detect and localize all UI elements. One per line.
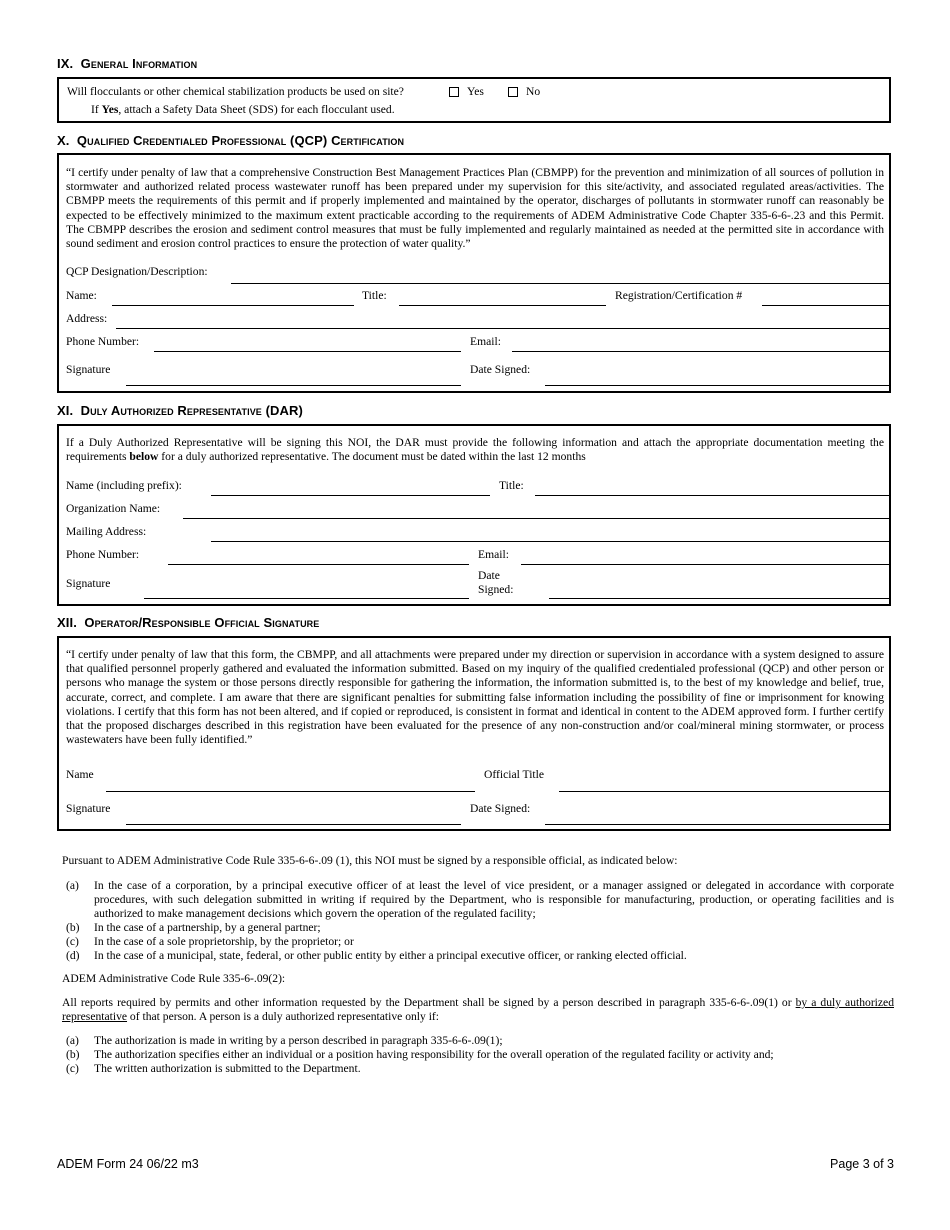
operator-date-label: Date Signed: bbox=[470, 802, 531, 815]
qcp-registration-label: Registration/Certification # bbox=[615, 289, 743, 302]
section-xi-number: XI. bbox=[57, 403, 74, 418]
section-xii-number: XII. bbox=[57, 615, 77, 630]
list2-key: (c) bbox=[66, 1062, 79, 1075]
flocculant-note bbox=[91, 103, 395, 116]
list1-key: (d) bbox=[66, 949, 80, 962]
general-info-box bbox=[57, 77, 891, 123]
qcp-name-field[interactable] bbox=[112, 305, 354, 306]
list1-item-d bbox=[66, 949, 894, 963]
footer-form-id: ADEM Form 24 06/22 m3 bbox=[57, 1157, 199, 1171]
list2-key: (b) bbox=[66, 1048, 80, 1061]
dar-title-label: Title: bbox=[499, 479, 524, 492]
qcp-date-label: Date Signed: bbox=[470, 363, 531, 376]
operator-name-label: Name bbox=[66, 768, 94, 781]
dar-name-field[interactable] bbox=[211, 495, 490, 496]
qcp-box bbox=[57, 153, 891, 393]
dar-org-field[interactable] bbox=[183, 518, 891, 519]
qcp-statement: “I certify under penalty of law that a comprehensive Construction Best Management Practices Plan (CBMPP) for the prevention and minimization of all sources of pollution in stormwater and authorized related process wastewater runoff has been prepared under my supervision for this site/activity, and associated regulated areas/activities. The CBMPP meets the requirements of this permit and if properly implemented and maintained by the operator, discharges of pollutants in stormwater runoff can reasonably be expected to be effectively minimized to the maximum extent practicable according to the requirements of ADEM Administrative Code Chapter 335-6-6-.23 and this Permit. The CBMPP describes the erosion and sediment control measures that must be fully implemented and regularly maintained as needed at the permitted site in accordance with sound sediment and erosion control practices to ensure the protection of water quality.” bbox=[66, 166, 884, 251]
list1-item-b bbox=[66, 921, 894, 935]
dar-mailing-label: Mailing Address: bbox=[66, 525, 147, 538]
footer-page-number: Page 3 of 3 bbox=[830, 1157, 894, 1171]
list2-item-a bbox=[66, 1034, 894, 1048]
dar-mailing-field[interactable] bbox=[211, 541, 891, 542]
dar-intro-bold: below bbox=[129, 450, 159, 464]
qcp-address-field[interactable] bbox=[116, 328, 891, 329]
qcp-registration-field[interactable] bbox=[762, 305, 891, 306]
qcp-signature-field[interactable] bbox=[126, 385, 461, 386]
dar-title-field[interactable] bbox=[535, 495, 891, 496]
list2-text: The authorization is made in writing by a person described in paragraph 335-6-6-.09(1); bbox=[94, 1034, 503, 1047]
section-xi-heading bbox=[57, 403, 303, 418]
rule2-text-a: All reports required by permits and other information requested by the Department shall be signed by a person described in paragraph 335-6-6-.09(1) or bbox=[62, 996, 796, 1009]
dar-intro bbox=[66, 436, 884, 464]
rule2-text-b: of that person. A person is a duly authorized representative only if: bbox=[127, 1010, 440, 1024]
qcp-title-label: Title: bbox=[362, 289, 387, 302]
dar-signature-label: Signature bbox=[66, 577, 111, 590]
dar-date-label-1: Date bbox=[478, 569, 500, 582]
flocculant-yes-label: Yes bbox=[467, 85, 484, 98]
operator-box bbox=[57, 636, 891, 831]
section-ix-heading bbox=[57, 56, 197, 71]
list1-item-a bbox=[66, 879, 894, 921]
rule2-text bbox=[62, 996, 894, 1024]
section-x-number: X. bbox=[57, 133, 70, 148]
list1-key: (c) bbox=[66, 935, 79, 948]
dar-date-field[interactable] bbox=[549, 598, 891, 599]
flocculant-question: Will flocculants or other chemical stabilization products be used on site? bbox=[67, 85, 404, 98]
dar-phone-label: Phone Number: bbox=[66, 548, 140, 561]
operator-official-title-field[interactable] bbox=[559, 791, 891, 792]
qcp-email-field[interactable] bbox=[512, 351, 891, 352]
rule2-underlined: by a duly authorized representative bbox=[62, 996, 894, 1024]
flocculant-no-checkbox[interactable] bbox=[508, 87, 518, 97]
list1-item-c bbox=[66, 935, 894, 949]
dar-phone-field[interactable] bbox=[168, 564, 469, 565]
qcp-date-field[interactable] bbox=[545, 385, 891, 386]
section-xi-title: Duly Authorized Representative (DAR) bbox=[80, 403, 303, 418]
dar-box bbox=[57, 424, 891, 606]
flocculant-no-label: No bbox=[526, 85, 541, 98]
list2-item-b bbox=[66, 1048, 894, 1062]
operator-signature-field[interactable] bbox=[126, 824, 461, 825]
dar-date-label bbox=[478, 569, 513, 597]
section-x-heading bbox=[57, 133, 404, 148]
flocculant-note-rest: , attach a Safety Data Sheet (SDS) for each flocculant used. bbox=[118, 103, 395, 116]
qcp-address-label: Address: bbox=[66, 312, 108, 325]
section-xii-title: Operator/Responsible Official Signature bbox=[84, 615, 320, 630]
pursuant-text: Pursuant to ADEM Administrative Code Rule 335-6-6-.09 (1), this NOI must be signed by a responsible official, as indicated below: bbox=[62, 854, 678, 867]
dar-signature-field[interactable] bbox=[144, 598, 469, 599]
list1-text: In the case of a sole proprietorship, by the proprietor; or bbox=[94, 935, 354, 948]
dar-date-label-2: Signed: bbox=[478, 583, 514, 596]
dar-intro-b: for a duly authorized representative. The document must be dated within the last 12 months bbox=[158, 450, 586, 464]
section-xii-heading bbox=[57, 615, 319, 630]
dar-email-field[interactable] bbox=[521, 564, 891, 565]
dar-org-label: Organization Name: bbox=[66, 502, 161, 515]
operator-date-field[interactable] bbox=[545, 824, 891, 825]
qcp-designation-field[interactable] bbox=[231, 283, 891, 284]
list2-item-c bbox=[66, 1062, 894, 1076]
qcp-email-label: Email: bbox=[470, 335, 501, 348]
list1-text: In the case of a municipal, state, federal, or other public entity by either a principal executive officer, or ranking elected official. bbox=[94, 949, 687, 962]
operator-name-field[interactable] bbox=[106, 791, 475, 792]
qcp-designation-label: QCP Designation/Description: bbox=[66, 265, 208, 278]
list1-key: (a) bbox=[66, 879, 79, 892]
operator-signature-label: Signature bbox=[66, 802, 111, 815]
flocculant-note-bold: Yes bbox=[101, 103, 119, 116]
operator-official-title-label: Official Title bbox=[484, 768, 545, 781]
dar-name-label: Name (including prefix): bbox=[66, 479, 182, 492]
qcp-signature-label: Signature bbox=[66, 363, 111, 376]
dar-email-label: Email: bbox=[478, 548, 509, 561]
list2-key: (a) bbox=[66, 1034, 79, 1047]
flocculant-note-prefix: If bbox=[91, 103, 102, 116]
list1-key: (b) bbox=[66, 921, 80, 934]
section-ix-title: General Information bbox=[80, 56, 198, 71]
rule2-title: ADEM Administrative Code Rule 335-6-.09(2): bbox=[62, 972, 286, 985]
qcp-phone-field[interactable] bbox=[154, 351, 461, 352]
qcp-title-field[interactable] bbox=[399, 305, 606, 306]
operator-statement: “I certify under penalty of law that this form, the CBMPP, and all attachments were prepared under my direction or supervision in accordance with a system designed to assure that qualified personnel properly gathered and evaluated the information submitted. Based on my inquiry of the qualified credentialed professional (QCP) and other person or persons who manage the system or those persons directly responsible for gathering the information, the information submitted is, to the best of my knowledge and belief, true, accurate, correct, and complete. I am aware that there are significant penalties for submitting false information including the possibility of fine or imprisonment for knowing violations. I certify that this form has not been altered, and if copied or reproduced, is consistent in format and identical in content to the ADEM approved form. I further certify that the proposed discharges described in this registration have been evaluated for the presence of any non-construction and/or coal/mineral mining stormwater, or process wastewaters have been fully identified.” bbox=[66, 648, 884, 747]
section-x-title: Qualified Credentialed Professional (QCP) Certification bbox=[76, 133, 405, 148]
list2-text: The written authorization is submitted to the Department. bbox=[94, 1062, 361, 1075]
list1-text: In the case of a partnership, by a general partner; bbox=[94, 921, 321, 934]
list2-text: The authorization specifies either an individual or a position having responsibility for the overall operation of the regulated facility or activity and; bbox=[94, 1048, 774, 1061]
list1-text: In the case of a corporation, by a principal executive officer of at least the level of vice president, or a manager assigned or delegated in accordance with corporate procedures, with such delegation submitted in writing if required by the Department, who is responsible for manufacturing, production, or operating facilities and is authorized to make management decisions which govern the operation of the regulated facility; bbox=[94, 879, 894, 920]
dar-intro-a: If a Duly Authorized Representative will be signing this NOI, the DAR must provide the following information and attach the appropriate documentation meeting the requirements bbox=[66, 436, 884, 464]
section-ix-number: IX. bbox=[57, 56, 74, 71]
qcp-name-label: Name: bbox=[66, 289, 97, 302]
flocculant-yes-checkbox[interactable] bbox=[449, 87, 459, 97]
qcp-phone-label: Phone Number: bbox=[66, 335, 140, 348]
